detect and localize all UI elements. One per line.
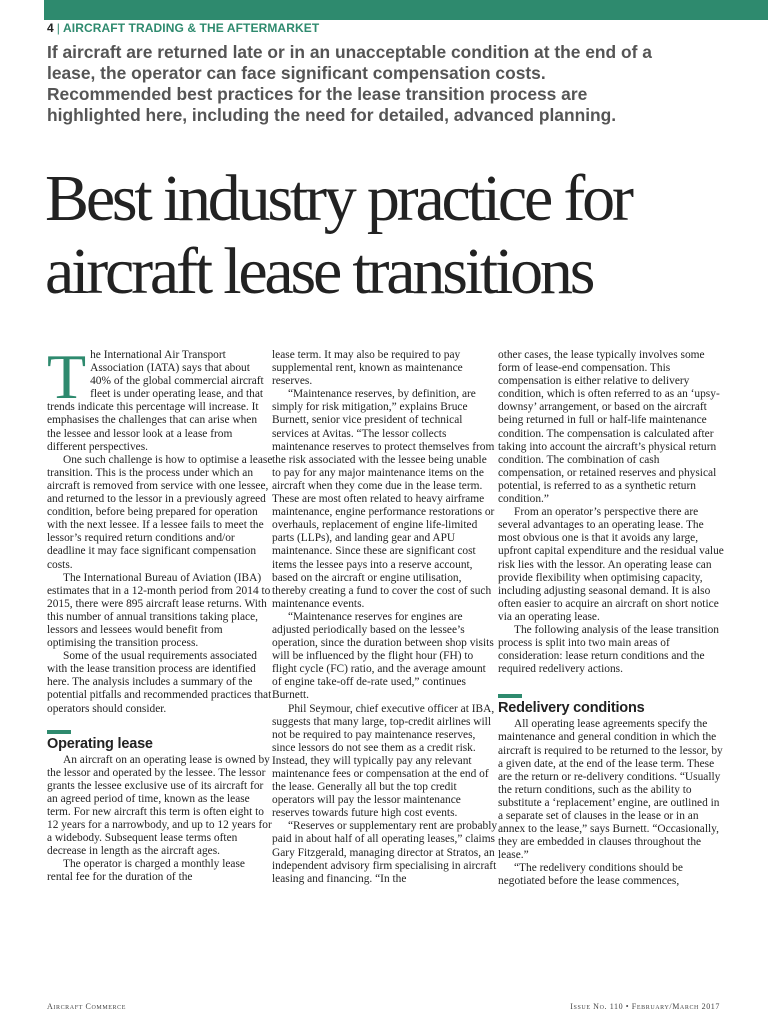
paragraph: One such challenge is how to optimise a lease transition. This is the process under which an aircraft is removed from service with one lessee, and returned to the lessor in a previously agreed condition, before being prepared for operation with the next lessee. If a lessee fails to meet the lessor’s required return conditions and/or deadline it may face significant compensation costs. xyxy=(47,453,273,571)
column-3 xyxy=(498,349,724,889)
paragraph: “The redelivery conditions should be negotiated before the lease commences, xyxy=(498,862,683,888)
running-header xyxy=(47,21,319,35)
subheading-block xyxy=(498,694,724,716)
footer-issue: Issue No. 110 • February/March 2017 xyxy=(570,1002,720,1011)
headline-line: aircraft lease transitions xyxy=(45,235,593,308)
subheading-redelivery-conditions: Redelivery conditions xyxy=(498,700,645,717)
paragraph: An aircraft on an operating lease is owned by the lessor and operated by the lessee. The lessor grants the lessee exclusive use of its aircraft for an agreed period of time, known as the lease term. For new aircraft this term is often eight to 12 years for a narrowbody, and up to 12 years for a widebody. Subsequent lease terms often decrease in length as the aircraft ages. xyxy=(47,753,272,858)
subheading-rule xyxy=(47,730,71,734)
paragraph: “Maintenance reserves, by definition, are simply for risk mitigation,” explains Bruce Burnett, senior vice president of technical services at Avitas. “The lessor collects maintenance reserves to protect themselves from the risk associated with the lessee being unable to pay for any major maintenance items on the aircraft when they come due in the lease term. These are most often related to heavy airframe maintenance, engine performance restorations or overhauls, replacement of engine life-limited parts (LLPs), and landing gear and APU maintenance. Since these are significant cost items the lessee pays into a reserve account, based on the aircraft or engine utilisation, thereby creating a fund to cover the cost of such maintenance events. xyxy=(272,388,495,610)
paragraph: The operator is charged a monthly lease rental fee for the duration of the xyxy=(47,858,245,884)
standfirst-line: highlighted here, including the need for detailed, advanced planning. xyxy=(47,105,617,125)
top-accent-bar xyxy=(44,0,768,20)
column-2 xyxy=(272,349,498,886)
page-number: 4 xyxy=(47,21,54,35)
standfirst-line: lease, the operator can face significant compensation costs. xyxy=(47,63,546,83)
paragraph xyxy=(47,341,273,454)
paragraph: The International Bureau of Aviation (IBA) estimates that in a 12-month period from 2014 to 2015, there were 895 aircraft lease returns. With this number of annual transitions taking place, lessors and lessees would benefit from optimising the transition process. xyxy=(47,571,271,650)
paragraph: Some of the usual requirements associated with the lease transition process are identified here. The analysis includes a summary of the potential pitfalls and recommended practices that operators should consider. xyxy=(47,650,272,715)
paragraph: lease term. It may also be required to pay supplemental rent, known as maintenance reserves. xyxy=(272,349,463,388)
paragraph: other cases, the lease typically involves some form of lease-end compensation. This compensation is either relative to delivery condition, which is often referred to as an ‘upsy-downsy’ arrangement, or based on the aircraft being returned in full or half-life maintenance condition. The compensation is calculated after taking into account the aircraft’s physical return condition. The combination of cash compensation, or retained reserves and physical potential, is referred to as a synthetic return condition.” xyxy=(498,349,720,506)
paragraph: “Reserves or supplementary rent are probably paid in about half of all operating leases,” claims Gary Fitzgerald, managing director at Stratos, an independent advisory firm specialising in aircraft leasing and financing. “In the xyxy=(272,820,498,885)
standfirst xyxy=(47,42,717,126)
standfirst-line: Recommended best practices for the lease transition process are xyxy=(47,84,588,104)
subheading-rule xyxy=(498,694,522,698)
paragraph: Phil Seymour, chief executive officer at IBA, suggests that many large, top-credit airlines will not be required to pay maintenance reserves, since lessors do not see them as a credit risk. Instead, they will typically pay any relevant maintenance fees or compensation at the end of the lease. Generally all but the top credit operators will pay the lessor maintenance reserves towards future high cost events. xyxy=(272,702,495,820)
paragraph: All operating lease agreements specify the maintenance and general condition in which the aircraft is required to be returned to the lessor, by a given date, at the end of the lease term. These are the return or re-delivery conditions. “Usually the return conditions, such as the ability to substitute a ‘replacement’ engine, are outlined in a separate set of clauses in the lease or in an annex to the lease,” says Burnett. “Occasionally, they are embedded in clauses throughout the lease.” xyxy=(498,718,723,862)
paragraph-text: he International Air Transport Association (IATA) says that about 40% of the global commercial aircraft fleet is under operating lease, and that trends indicate this percentage will increase. It emphasises the challenges that can arise when the lessee and lessor look at a lease from different perspectives. xyxy=(47,349,264,453)
header-separator: | xyxy=(56,21,60,35)
standfirst-line: If aircraft are returned late or in an unacceptable condition at the end of a xyxy=(47,42,652,62)
headline xyxy=(45,162,745,308)
footer-publication: Aircraft Commerce xyxy=(47,1002,126,1011)
column-1 xyxy=(47,341,273,885)
drop-cap: T xyxy=(47,341,87,412)
headline-line: Best industry practice for xyxy=(45,162,631,235)
section-title: AIRCRAFT TRADING & THE AFTERMARKET xyxy=(63,21,320,35)
subheading-operating-lease: Operating lease xyxy=(47,735,153,752)
paragraph: The following analysis of the lease transition process is split into two main areas of consideration: lease return conditions and the required redelivery actions. xyxy=(498,623,719,676)
paragraph: “Maintenance reserves for engines are adjusted periodically based on the lessee’s operation, since the duration between shop visits will be influenced by the flight hour (FH) to flight cycle (FC) ratio, and the average amount of engine take-off de-rate used,” continues Burnett. xyxy=(272,610,494,702)
paragraph: From an operator’s perspective there are several advantages to an operating lease. The most obvious one is that it avoids any large, upfront capital expenditure and the residual value risk lies with the lessor. An operating lease can provide flexibility when optimising capacity, including adjusting seasonal demand. It is also often easier to acquire an aircraft on short notice via an operating lease. xyxy=(498,506,724,623)
subheading-block xyxy=(47,730,273,752)
